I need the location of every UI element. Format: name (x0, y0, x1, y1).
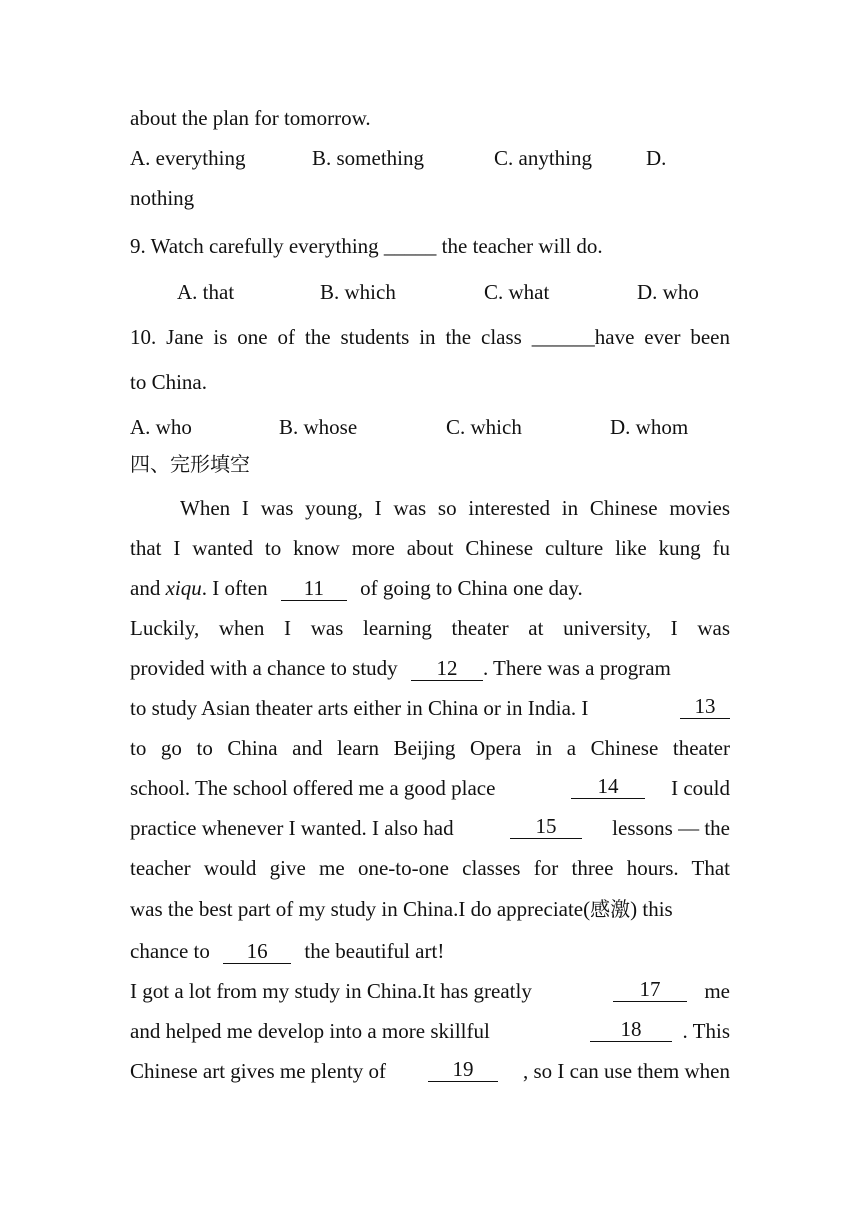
passage-p3-line2 (130, 1017, 730, 1045)
passage-p2-line5 (130, 774, 730, 802)
q8-stem-tail: about the plan for tomorrow. (130, 106, 371, 130)
text: . I often (201, 576, 268, 600)
chinese-gloss: 感激 (590, 897, 631, 921)
q8-option-b: B. something (312, 146, 425, 170)
q9-option-a: A. that (177, 280, 235, 304)
q9-stem: 9. Watch carefully everything _____ the teacher will do. (130, 234, 603, 258)
blank-12[interactable]: 12 (411, 656, 483, 681)
text: of going to China one day. (360, 576, 583, 600)
blank-16[interactable]: 16 (223, 939, 291, 964)
text: chance to (130, 939, 210, 963)
q8-option-a: A. everything (130, 146, 246, 170)
q8-option-d: D. (646, 146, 667, 170)
italic-term: xiqu (165, 576, 202, 600)
passage-p2-line7: teacher would give me one-to-one classes for three hours. That (130, 856, 730, 880)
q9-option-d: D. who (637, 280, 699, 304)
text: me (704, 979, 730, 1003)
q10-option-a: A. who (130, 415, 192, 439)
text: practice whenever I wanted. I also had (130, 816, 454, 840)
q10-option-d: D. whom (610, 415, 689, 439)
passage-p2-line2 (130, 654, 730, 682)
blank-11[interactable]: 11 (281, 576, 347, 601)
text: . There was a program (482, 656, 671, 680)
text: . This (682, 1019, 730, 1043)
text: I could (671, 776, 730, 800)
q9-option-c: C. what (484, 280, 550, 304)
text: , so I can use them when (522, 1059, 730, 1083)
passage-p2-line6 (130, 814, 730, 842)
passage-p3-line1 (130, 977, 730, 1005)
section-title: 四、完形填空 (130, 452, 250, 476)
text: provided with a chance to study (130, 656, 398, 680)
q9-option-b: B. which (320, 280, 396, 304)
text: ) this (630, 897, 673, 921)
text: I got a lot from my study in China.It has greatly (130, 979, 532, 1003)
blank-19[interactable]: 19 (428, 1057, 498, 1082)
text: lessons — the (612, 816, 730, 840)
passage-p2-line1: Luckily, when I was learning theater at university, I was (130, 616, 730, 640)
blank-18[interactable]: 18 (590, 1017, 672, 1042)
text: was the best part of my study in China.I do appreciate( (130, 897, 591, 921)
text: and helped me develop into a more skillful (130, 1019, 490, 1043)
blank-13[interactable]: 13 (680, 694, 730, 719)
text: the beautiful art! (304, 939, 445, 963)
q10-option-c: C. which (446, 415, 522, 439)
q10-option-b: B. whose (279, 415, 358, 439)
passage-p2-line9 (130, 937, 444, 965)
text: school. The school offered me a good place (130, 776, 496, 800)
text: to study Asian theater arts either in China or in India. I (130, 696, 589, 720)
q10-stem-line2: to China. (130, 370, 207, 394)
passage-p1-line1: When I was young, I was so interested in Chinese movies (180, 496, 730, 520)
blank-15[interactable]: 15 (510, 814, 582, 839)
passage-p2-line4: to go to China and learn Beijing Opera in a Chinese theater (130, 736, 730, 760)
blank-14[interactable]: 14 (571, 774, 645, 799)
passage-p1-line2: that I wanted to know more about Chinese culture like kung fu (130, 536, 730, 560)
q8-option-c: C. anything (494, 146, 592, 170)
passage-p2-line3 (130, 694, 730, 722)
q10-stem-line1: 10. Jane is one of the students in the class ______have ever been (130, 325, 730, 349)
passage-p1-line3 (130, 574, 583, 602)
passage-p3-line3 (130, 1057, 730, 1085)
text: and (130, 576, 166, 600)
text: Chinese art gives me plenty of (130, 1059, 387, 1083)
blank-17[interactable]: 17 (613, 977, 687, 1002)
passage-p2-line8 (130, 895, 730, 923)
q8-option-d-wrap: nothing (130, 186, 195, 210)
